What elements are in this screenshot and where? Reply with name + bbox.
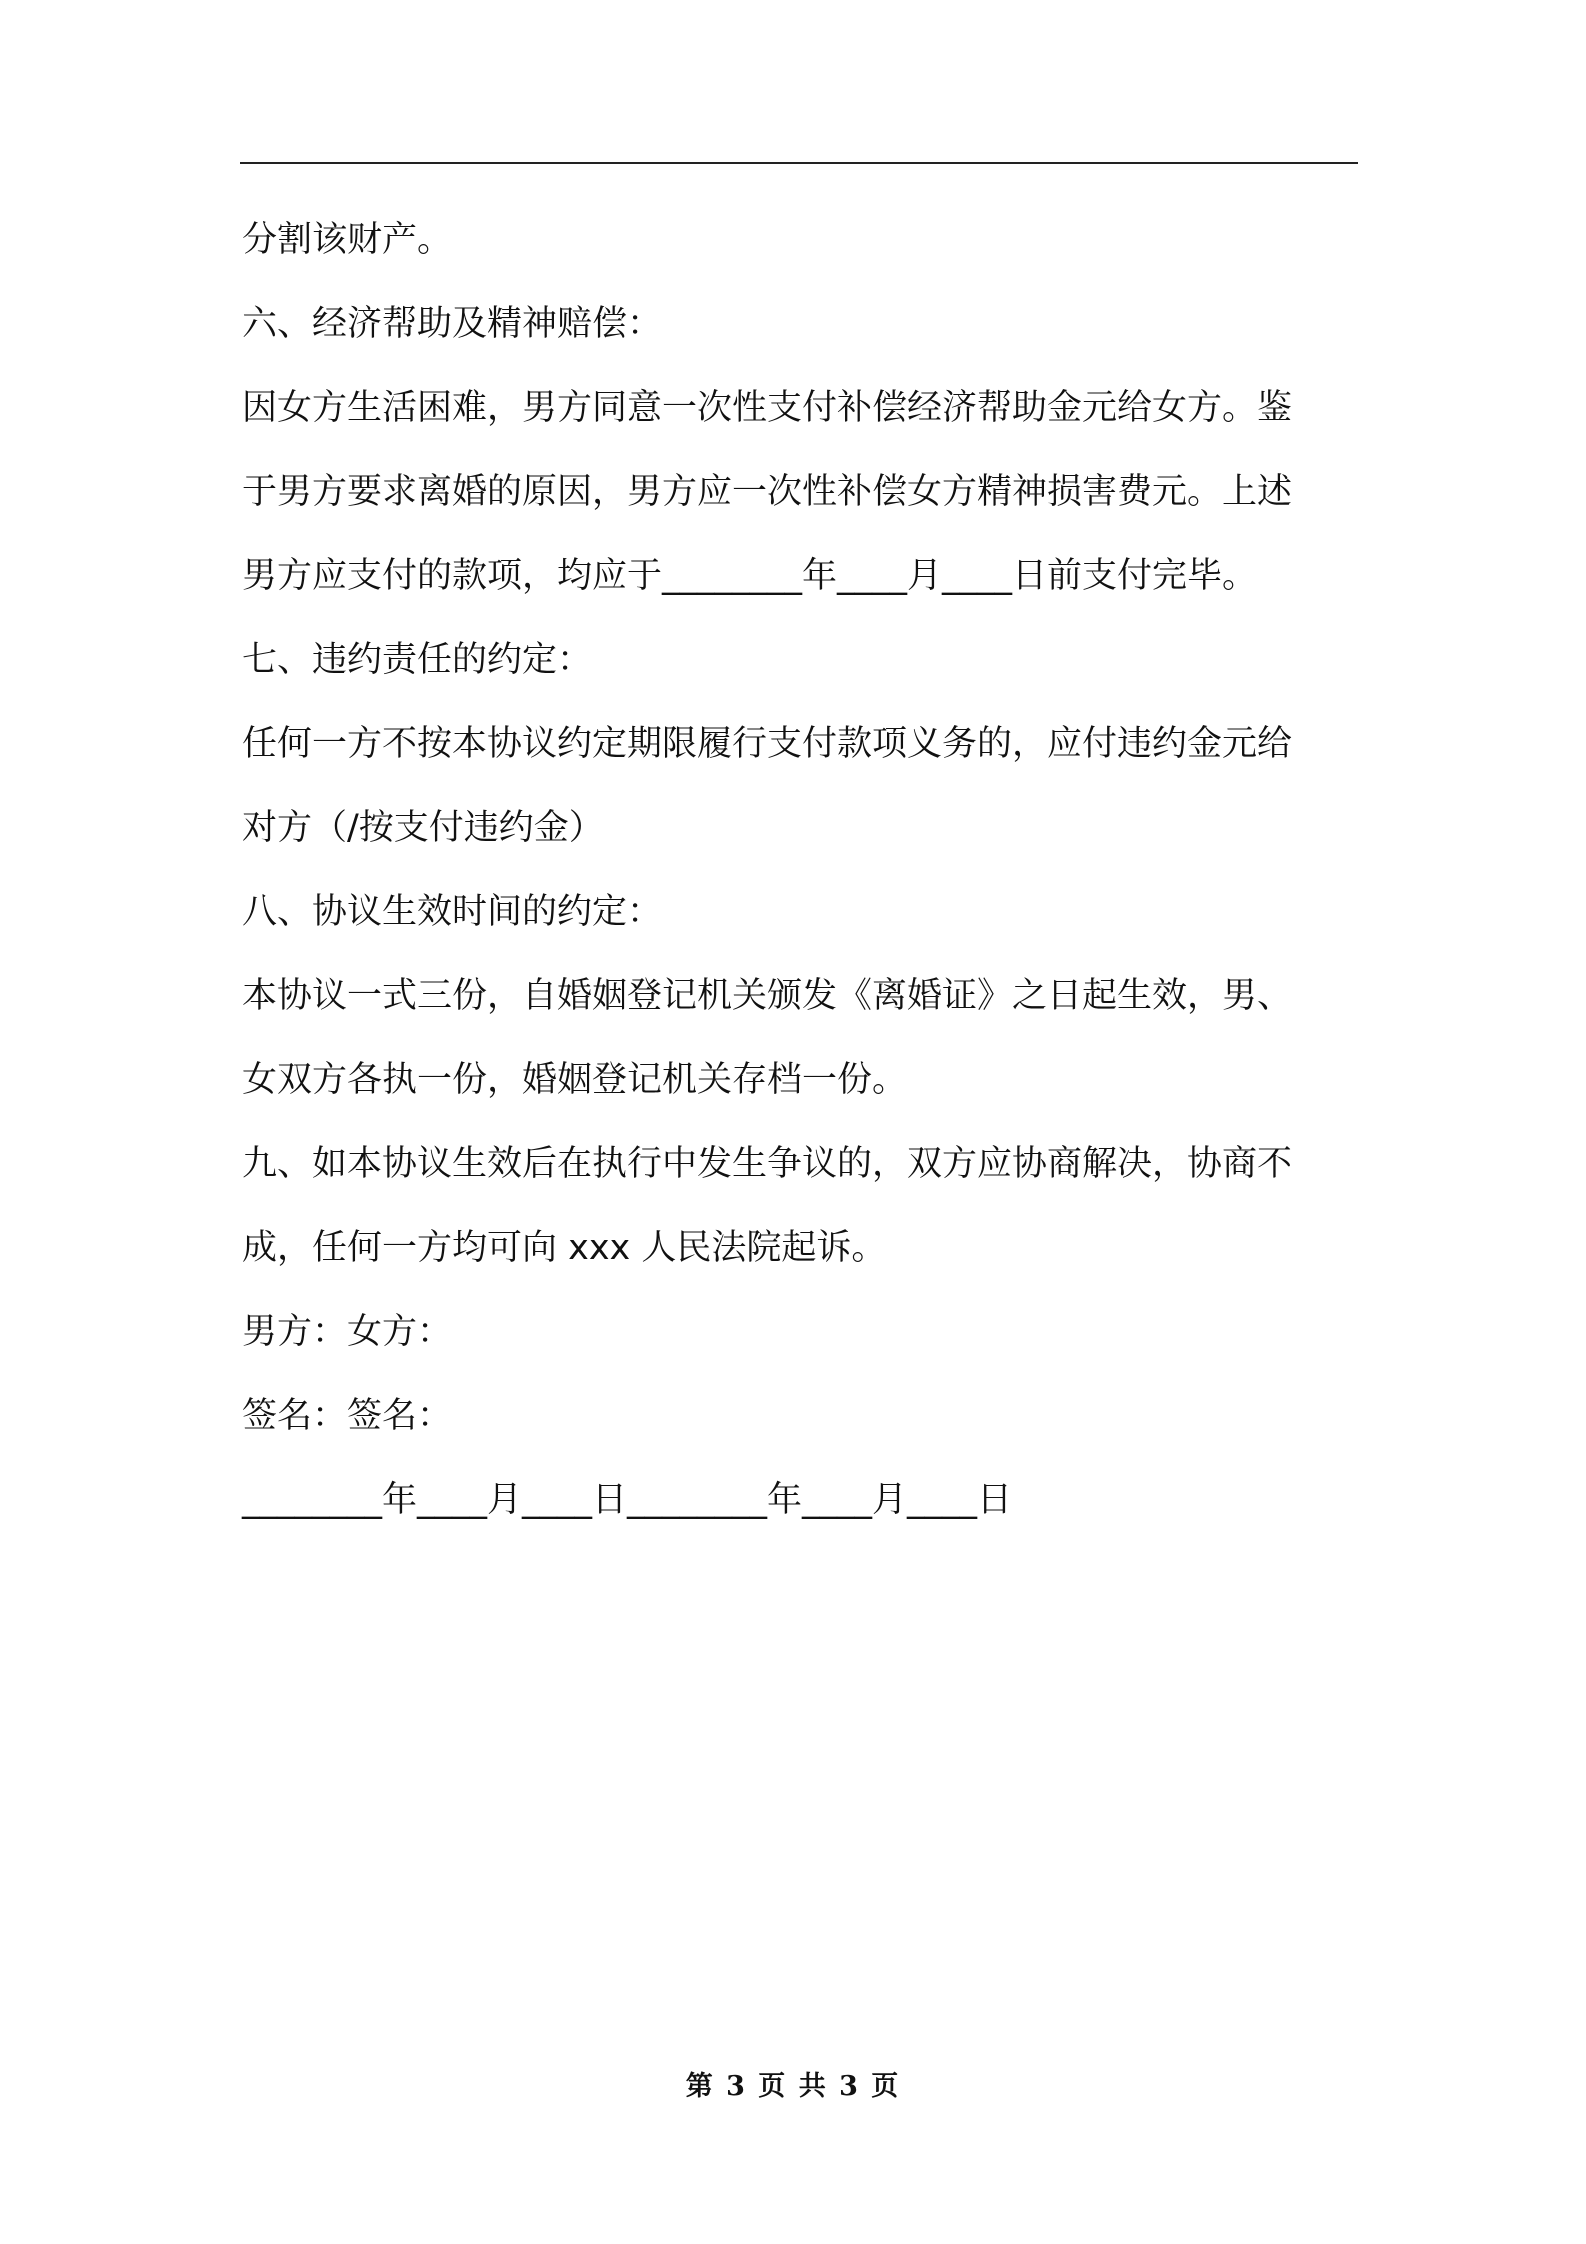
header-rule — [240, 162, 1358, 164]
text-line: 于男方要求离婚的原因，男方应一次性补偿女方精神损害费元。上述 — [242, 472, 1293, 512]
section-heading: 七、违约责任的约定： — [242, 640, 593, 680]
text-line: 因女方生活困难，男方同意一次性支付补偿经济帮助金元给女方。鉴 — [242, 388, 1293, 428]
text-line: 任何一方不按本协议约定期限履行支付款项义务的，应付违约金元给 — [242, 724, 1293, 764]
section-heading: 八、协议生效时间的约定： — [242, 892, 663, 932]
text-line: 女双方各执一份，婚姻登记机关存档一份。 — [242, 1060, 908, 1100]
signature-labels: 签名：签名： — [242, 1396, 453, 1436]
text-line: 成，任何一方均可向 xxx 人民法院起诉。 — [242, 1228, 887, 1268]
text-line: 本协议一式三份，自婚姻登记机关颁发《离婚证》之日起生效，男、 — [242, 976, 1293, 1016]
text-line: 九、如本协议生效后在执行中发生争议的，双方应协商解决，协商不 — [242, 1144, 1293, 1184]
section-heading: 六、经济帮助及精神赔偿： — [242, 304, 663, 344]
document-body — [242, 198, 1362, 1542]
signature-dates: ________年____月____日________年____月____日 — [242, 1480, 1013, 1520]
page-footer: 第 3 页 共 3 页 — [685, 2071, 901, 2102]
text-line: 男方应支付的款项，均应于________年____月____日前支付完毕。 — [242, 556, 1258, 596]
signature-parties: 男方：女方： — [242, 1312, 453, 1352]
text-line: 对方（/按支付违约金） — [242, 808, 604, 848]
text-line: 分割该财产。 — [242, 220, 453, 260]
